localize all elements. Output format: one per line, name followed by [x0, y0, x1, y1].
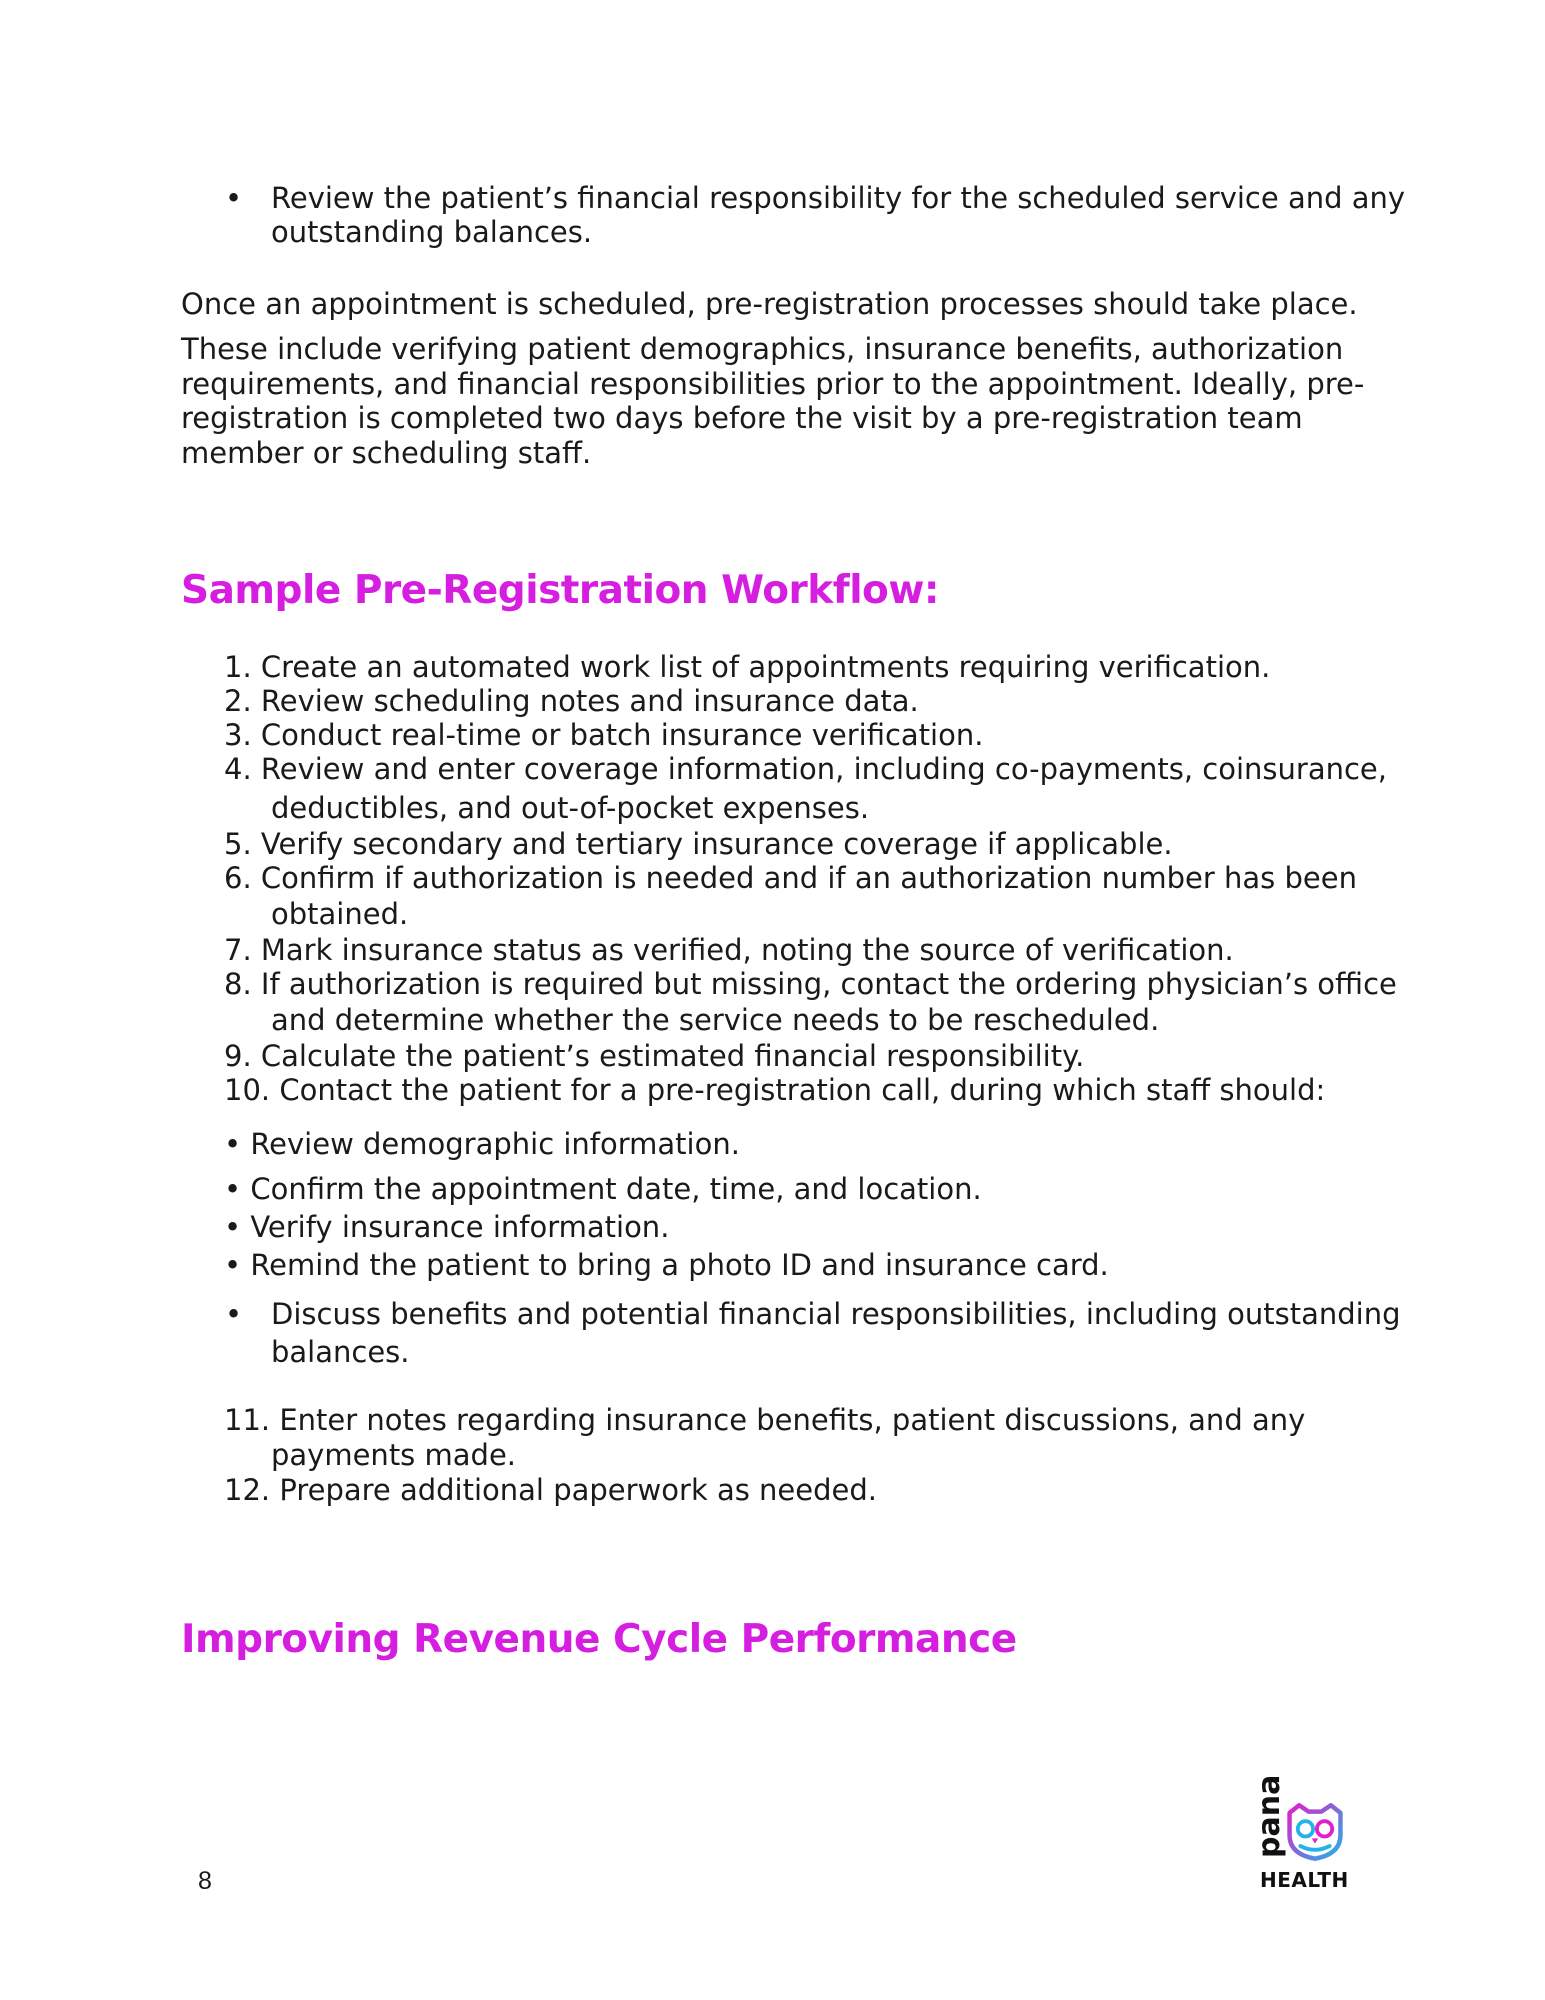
call-item: • Remind the patient to bring a photo ID and insurance card.: [224, 1248, 1109, 1282]
workflow-step-continuation: payments made.: [271, 1438, 516, 1472]
top-bullet-line-1: Review the patient’s financial responsibility for the scheduled service and any: [271, 181, 1406, 215]
bullet-dot: •: [225, 1297, 243, 1331]
call-item: • Review demographic information.: [224, 1127, 740, 1161]
intro-paragraph-1: Once an appointment is scheduled, pre-registration processes should take place.: [181, 287, 1358, 321]
workflow-step-continuation: deductibles, and out-of-pocket expenses.: [271, 791, 870, 825]
call-item: • Confirm the appointment date, time, and location.: [224, 1172, 982, 1206]
call-item: • Verify insurance information.: [224, 1210, 670, 1244]
section-heading-revenue-cycle: Improving Revenue Cycle Performance: [181, 1617, 1017, 1662]
workflow-step: 6. Confirm if authorization is needed and if an authorization number has been: [224, 861, 1357, 895]
discuss-bullet-line-1: Discuss benefits and potential financial responsibilities, including outstanding: [271, 1297, 1401, 1331]
logo-wordmark-pana: pana: [1252, 1774, 1287, 1858]
owl-icon: [1280, 1792, 1350, 1872]
intro-paragraph-2-line-1: These include verifying patient demographics, insurance benefits, authorization: [181, 332, 1344, 366]
workflow-step: 8. If authorization is required but missing, contact the ordering physician’s office: [224, 967, 1397, 1001]
workflow-step-continuation: obtained.: [271, 897, 409, 931]
intro-paragraph-2-line-2: requirements, and financial responsibilities prior to the appointment. Ideally, pre-: [181, 367, 1365, 401]
workflow-step: 10. Contact the patient for a pre-registration call, during which staff should:: [224, 1073, 1326, 1107]
workflow-step: 5. Verify secondary and tertiary insurance coverage if applicable.: [224, 827, 1173, 861]
workflow-step: 11. Enter notes regarding insurance benefits, patient discussions, and any: [224, 1403, 1306, 1437]
page-number: 8: [198, 1867, 212, 1895]
logo-wordmark-health: HEALTH: [1260, 1868, 1349, 1892]
intro-paragraph-2-line-4: member or scheduling staff.: [181, 436, 592, 470]
workflow-step: 1. Create an automated work list of appointments requiring verification.: [224, 650, 1271, 684]
workflow-step: 9. Calculate the patient’s estimated financial responsibility.: [224, 1039, 1085, 1073]
top-bullet-line-2: outstanding balances.: [271, 215, 593, 249]
workflow-step-continuation: and determine whether the service needs to be rescheduled.: [271, 1003, 1160, 1037]
workflow-step: 7. Mark insurance status as verified, noting the source of verification.: [224, 933, 1234, 967]
intro-paragraph-2-line-3: registration is completed two days before the visit by a pre-registration team: [181, 401, 1303, 435]
workflow-step: 4. Review and enter coverage information, including co-payments, coinsurance,: [224, 752, 1387, 786]
workflow-step: 12. Prepare additional paperwork as needed.: [224, 1473, 877, 1507]
discuss-bullet-line-2: balances.: [271, 1335, 410, 1369]
workflow-step: 2. Review scheduling notes and insurance data.: [224, 684, 919, 718]
section-heading-workflow: Sample Pre-Registration Workflow:: [181, 568, 939, 613]
workflow-step: 3. Conduct real-time or batch insurance verification.: [224, 718, 984, 752]
bullet-dot: •: [225, 181, 243, 215]
